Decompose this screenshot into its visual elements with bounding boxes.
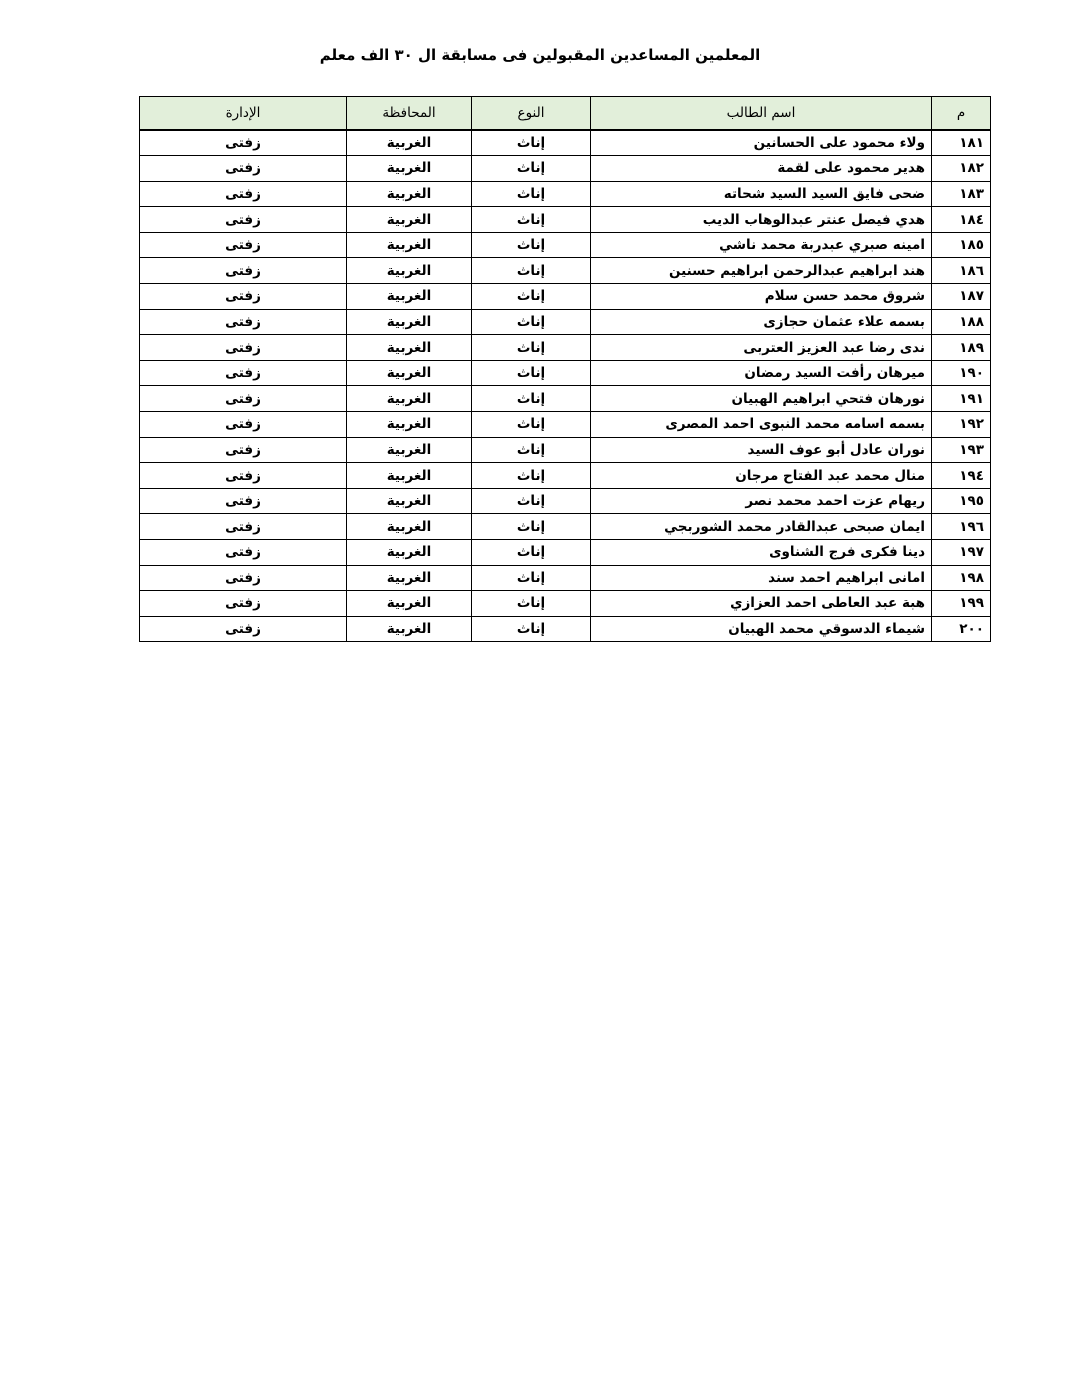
- table-row: [140, 463, 991, 489]
- cell-name: دينا فكرى فرج الشناوى: [591, 540, 932, 566]
- cell-num: ١٩٦: [932, 514, 991, 540]
- cell-governorate: الغربية: [347, 232, 472, 258]
- cell-name: بسمه اسامه محمد النبوى احمد المصرى: [591, 412, 932, 438]
- cell-name: نوران عادل أبو عوف السيد: [591, 437, 932, 463]
- cell-name: امينه صبري عبدربة محمد ناشي: [591, 232, 932, 258]
- cell-num: ١٨٥: [932, 232, 991, 258]
- cell-administration: زفتى: [140, 360, 347, 386]
- table-row: [140, 488, 991, 514]
- cell-governorate: الغربية: [347, 284, 472, 310]
- cell-administration: زفتى: [140, 591, 347, 617]
- cell-type: إناث: [472, 591, 591, 617]
- header-governorate: المحافظة: [347, 97, 472, 131]
- cell-administration: زفتى: [140, 488, 347, 514]
- cell-name: ايمان صبحى عبدالقادر محمد الشوربجي: [591, 514, 932, 540]
- cell-governorate: الغربية: [347, 156, 472, 182]
- cell-num: ١٨٧: [932, 284, 991, 310]
- table-row: [140, 360, 991, 386]
- cell-name: هدير محمود على لقمة: [591, 156, 932, 182]
- cell-governorate: الغربية: [347, 309, 472, 335]
- table-row: [140, 616, 991, 642]
- table-row: [140, 565, 991, 591]
- cell-num: ١٩٩: [932, 591, 991, 617]
- header-type: النوع: [472, 97, 591, 131]
- cell-governorate: الغربية: [347, 565, 472, 591]
- cell-administration: زفتى: [140, 463, 347, 489]
- cell-governorate: الغربية: [347, 514, 472, 540]
- table-row: [140, 591, 991, 617]
- cell-name: نورهان فتحي ابراهيم الهبيان: [591, 386, 932, 412]
- cell-administration: زفتى: [140, 309, 347, 335]
- table-row: [140, 386, 991, 412]
- table-row: [140, 232, 991, 258]
- cell-administration: زفتى: [140, 540, 347, 566]
- cell-type: إناث: [472, 284, 591, 310]
- cell-type: إناث: [472, 335, 591, 361]
- cell-type: إناث: [472, 386, 591, 412]
- cell-num: ١٨١: [932, 130, 991, 156]
- cell-num: ١٨٣: [932, 181, 991, 207]
- cell-num: ١٨٨: [932, 309, 991, 335]
- cell-governorate: الغربية: [347, 258, 472, 284]
- header-name: اسم الطالب: [591, 97, 932, 131]
- cell-governorate: الغربية: [347, 207, 472, 233]
- cell-governorate: الغربية: [347, 540, 472, 566]
- cell-num: ١٩٢: [932, 412, 991, 438]
- table-row: [140, 412, 991, 438]
- cell-type: إناث: [472, 360, 591, 386]
- cell-governorate: الغربية: [347, 386, 472, 412]
- cell-administration: زفتى: [140, 565, 347, 591]
- cell-num: ٢٠٠: [932, 616, 991, 642]
- cell-type: إناث: [472, 488, 591, 514]
- cell-administration: زفتى: [140, 258, 347, 284]
- table-row: [140, 514, 991, 540]
- cell-governorate: الغربية: [347, 412, 472, 438]
- cell-governorate: الغربية: [347, 181, 472, 207]
- cell-governorate: الغربية: [347, 437, 472, 463]
- cell-name: هدي فيصل عنتر عبدالوهاب الديب: [591, 207, 932, 233]
- cell-type: إناث: [472, 514, 591, 540]
- cell-type: إناث: [472, 565, 591, 591]
- cell-administration: زفتى: [140, 232, 347, 258]
- cell-administration: زفتى: [140, 156, 347, 182]
- cell-governorate: الغربية: [347, 488, 472, 514]
- cell-type: إناث: [472, 207, 591, 233]
- table-header: [140, 97, 991, 131]
- cell-type: إناث: [472, 309, 591, 335]
- cell-name: ولاء محمود على الحسانين: [591, 130, 932, 156]
- cell-administration: زفتى: [140, 181, 347, 207]
- cell-governorate: الغربية: [347, 360, 472, 386]
- cell-administration: زفتى: [140, 412, 347, 438]
- cell-num: ١٩٣: [932, 437, 991, 463]
- cell-administration: زفتى: [140, 437, 347, 463]
- cell-type: إناث: [472, 412, 591, 438]
- table-row: [140, 437, 991, 463]
- cell-type: إناث: [472, 437, 591, 463]
- cell-name: بسمه علاء عثمان حجازى: [591, 309, 932, 335]
- cell-administration: زفتى: [140, 616, 347, 642]
- page-title: المعلمين المساعدين المقبولين فى مسابقة ال ٣٠ الف معلم: [319, 46, 761, 64]
- cell-governorate: الغربية: [347, 335, 472, 361]
- cell-type: إناث: [472, 616, 591, 642]
- cell-administration: زفتى: [140, 335, 347, 361]
- table-row: [140, 309, 991, 335]
- cell-num: ١٩٥: [932, 488, 991, 514]
- cell-num: ١٨٢: [932, 156, 991, 182]
- cell-num: ١٩٧: [932, 540, 991, 566]
- cell-type: إناث: [472, 156, 591, 182]
- cell-administration: زفتى: [140, 130, 347, 156]
- cell-name: ريهام عزت احمد محمد نصر: [591, 488, 932, 514]
- table-row: [140, 130, 991, 156]
- cell-name: هند ابراهيم عبدالرحمن ابراهيم حسنين: [591, 258, 932, 284]
- cell-governorate: الغربية: [347, 463, 472, 489]
- cell-name: امانى ابراهيم احمد سند: [591, 565, 932, 591]
- cell-type: إناث: [472, 258, 591, 284]
- cell-name: شروق محمد حسن سلام: [591, 284, 932, 310]
- cell-name: ميرهان رأفت السيد رمضان: [591, 360, 932, 386]
- cell-num: ١٨٤: [932, 207, 991, 233]
- cell-name: شيماء الدسوقي محمد الهبيان: [591, 616, 932, 642]
- table-row: [140, 335, 991, 361]
- cell-num: ١٩٨: [932, 565, 991, 591]
- cell-type: إناث: [472, 463, 591, 489]
- cell-governorate: الغربية: [347, 591, 472, 617]
- cell-name: هبة عبد العاطى احمد العزازي: [591, 591, 932, 617]
- cell-num: ١٩٠: [932, 360, 991, 386]
- table-body: [140, 130, 991, 642]
- cell-governorate: الغربية: [347, 130, 472, 156]
- cell-governorate: الغربية: [347, 616, 472, 642]
- cell-administration: زفتى: [140, 207, 347, 233]
- cell-type: إناث: [472, 232, 591, 258]
- table-row: [140, 181, 991, 207]
- cell-name: ضحى فايق السيد السيد شحاته: [591, 181, 932, 207]
- cell-name: ندى رضا عبد العزيز العتربى: [591, 335, 932, 361]
- cell-num: ١٩٤: [932, 463, 991, 489]
- table-row: [140, 284, 991, 310]
- cell-type: إناث: [472, 540, 591, 566]
- cell-num: ١٩١: [932, 386, 991, 412]
- cell-type: إناث: [472, 181, 591, 207]
- table-row: [140, 258, 991, 284]
- header-administration: الإدارة: [140, 97, 347, 131]
- cell-administration: زفتى: [140, 514, 347, 540]
- accepted-teachers-table: [139, 96, 991, 642]
- table-row: [140, 207, 991, 233]
- table-row: [140, 540, 991, 566]
- header-num: م: [932, 97, 991, 131]
- cell-name: منال محمد عبد الفتاح مرجان: [591, 463, 932, 489]
- cell-administration: زفتى: [140, 386, 347, 412]
- cell-type: إناث: [472, 130, 591, 156]
- cell-num: ١٨٩: [932, 335, 991, 361]
- table-row: [140, 156, 991, 182]
- cell-administration: زفتى: [140, 284, 347, 310]
- header-row: [140, 97, 991, 131]
- cell-num: ١٨٦: [932, 258, 991, 284]
